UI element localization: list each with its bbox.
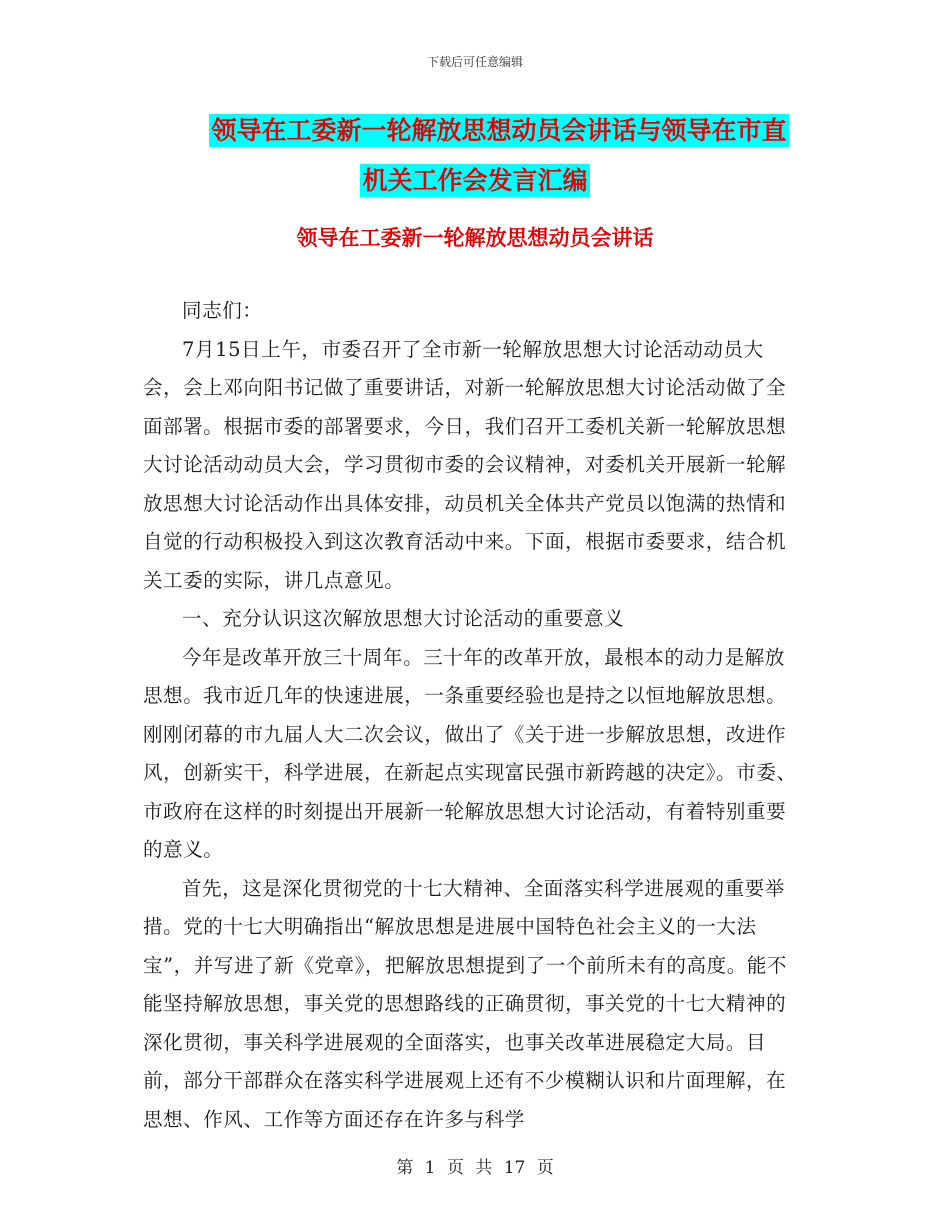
section-title: 领导在工委新一轮解放思想动员会讲话 — [296, 226, 654, 250]
title-line-1: 领导在工委新一轮解放思想动员会讲话与领导在市直 — [211, 116, 787, 145]
paragraph: 7月15日上午，市委召开了全市新一轮解放思想大讨论活动动员大会，会上邓向阳书记做了重要讲话，对新一轮解放思想大讨论活动做了全面部署。根据市委的部署要求，今日，我们召开工委机关新一轮解放思想大讨论活动动员大会，学习贯彻市委的会议精神，对委机关开展新一轮解放思想大讨论活动作出具体安排，动员机关全体共产党员以饱满的热情和自觉的行动积极投入到这次教育活动中来。下面，根据市委要求，结合机关工委的实际，讲几点意见。 — [143, 337, 787, 592]
document-body — [143, 292, 803, 1139]
title-line-2: 机关工作会发言汇编 — [362, 166, 588, 195]
salutation: 同志们： — [182, 299, 263, 322]
paragraph: 首先，这是深化贯彻党的十七大精神、全面落实科学进展观的重要举措。党的十七大明确指出“解放思想是进展中国特色社会主义的一大法宝”，并写进了新《党章》，把解放思想提到了一个前所未有的高度。能不能坚持解放思想，事关党的思想路线的正确贯彻，事关党的十七大精神的深化贯彻，事关科学进展观的全面落实，也事关改革进展稳定大局。目前，部分干部群众在落实科学进展观上还有不少模糊认识和片面理解，在思想、作风、工作等方面还存在许多与科学 — [143, 876, 788, 1131]
page-number: 第 1 页 共 17 页 — [396, 1158, 554, 1178]
header-note: 下载后可任意编辑 — [426, 55, 523, 69]
document-title — [0, 106, 950, 206]
paragraph: 今年是改革开放三十周年。三十年的改革开放，最根本的动力是解放思想。我市近几年的快速进展，一条重要经验也是持之以恒地解放思想。刚刚闭幕的市九届人大二次会议，做出了《关于进一步解放思想，改进作风，创新实干，科学进展，在新起点实现富民强市新跨越的决定》。市委、市政府在这样的时刻提出开展新一轮解放思想大讨论活动，有着特别重要的意义。 — [143, 645, 797, 861]
subheading: 一、充分认识这次解放思想大讨论活动的重要意义 — [182, 607, 625, 630]
